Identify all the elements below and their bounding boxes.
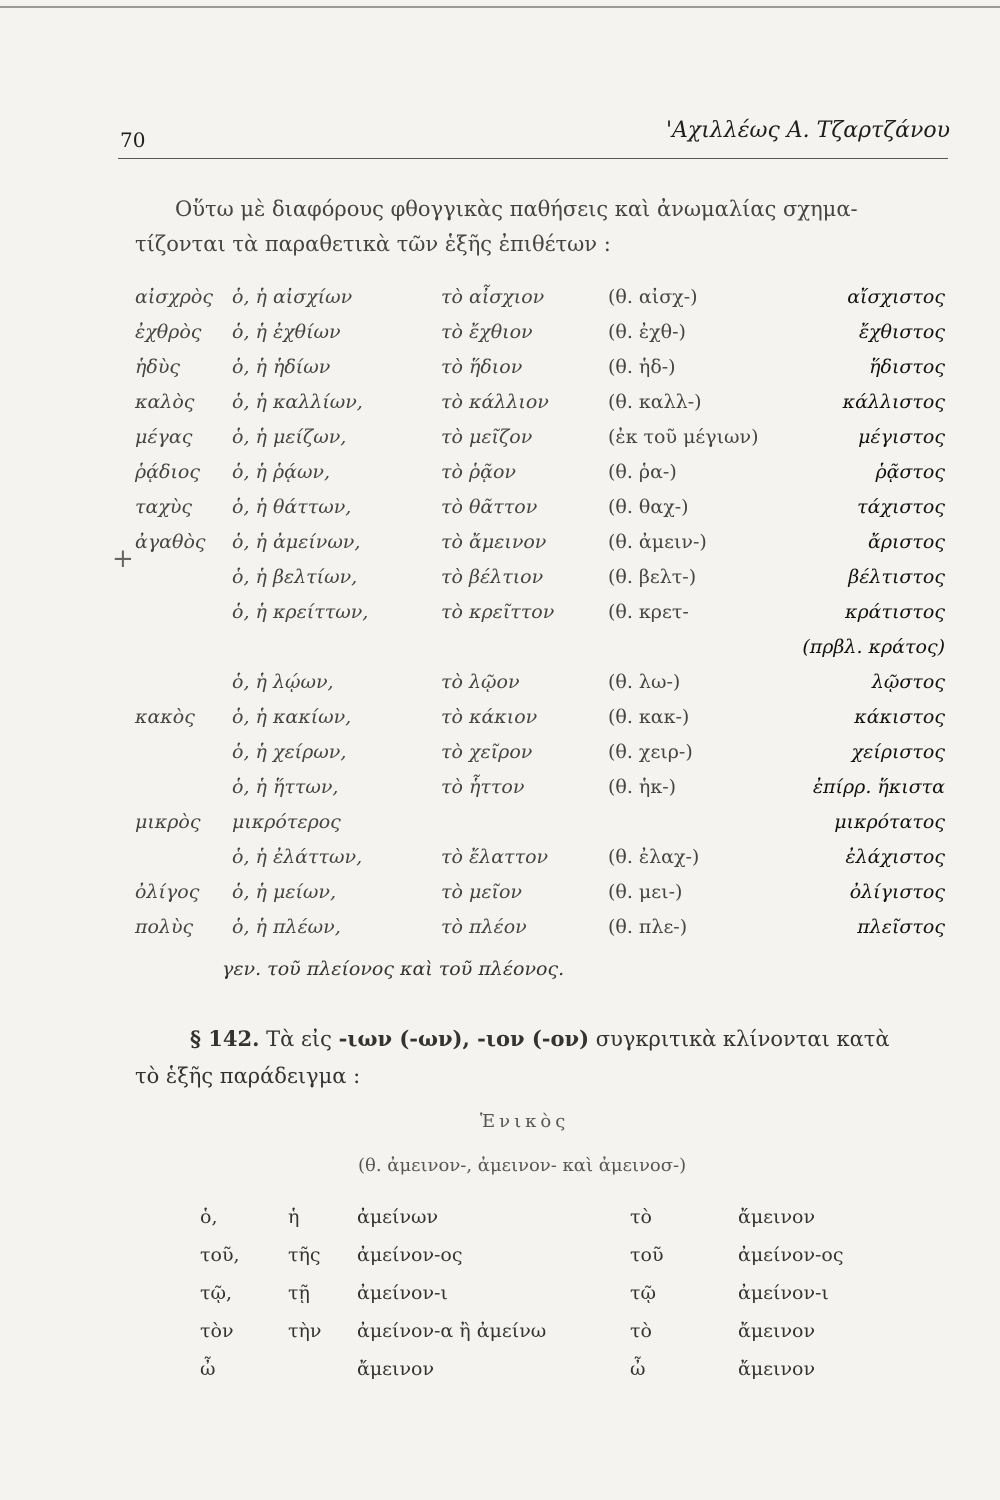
intro-line-2: τίζονται τὰ παραθετικὰ τῶν ἑξῆς ἐπιθέτων : (135, 232, 611, 256)
cell-superlative: ἥδιστος (869, 356, 945, 378)
comparison-row (135, 706, 965, 741)
cell-superlative: λῷστος (871, 671, 945, 693)
section-text-a: Τὰ εἰς (266, 1027, 332, 1051)
comparison-row (135, 356, 965, 391)
decl-cell-art: τοῦ (630, 1244, 664, 1266)
comparison-row (135, 496, 965, 531)
decl-cell-art: τὸ (630, 1206, 652, 1228)
comparison-row (135, 601, 965, 636)
cell-comparative: ὁ, ἡ θάττων, (232, 496, 352, 518)
cell-stem: (θ. χειρ-) (608, 741, 693, 763)
cell-positive: ῥᾴδιος (135, 461, 200, 483)
comparison-table (135, 286, 965, 951)
decl-cell-f: τὴν (288, 1320, 322, 1342)
comparison-row (135, 846, 965, 881)
cell-stem: (θ. αἰσχ-) (608, 286, 698, 308)
handwritten-margin-cross: + (112, 544, 134, 574)
decl-cell-n: ἄμεινον (738, 1206, 816, 1228)
cell-positive: πολὺς (135, 916, 194, 938)
decl-cell-mf: ἀμείνον-α ἢ ἀμείνω (357, 1320, 547, 1342)
comparison-row (135, 881, 965, 916)
cell-comparative: ὁ, ἡ ἀμείνων, (232, 531, 361, 553)
decl-cell-n: ἄμεινον (738, 1358, 816, 1380)
comparison-row (135, 811, 965, 846)
cell-superlative: (πρβλ. κράτος) (802, 636, 945, 658)
genitive-note: γεν. τοῦ πλείονος καὶ τοῦ πλέονος. (222, 958, 565, 980)
cell-positive: ἐχθρὸς (135, 321, 202, 343)
intro-line-1: Οὕτω μὲ διαφόρους φθογγικὰς παθήσεις καὶ ἀνωμαλίας σχημα- (175, 197, 858, 221)
cell-superlative: ῥᾷστος (875, 461, 945, 483)
cell-superlative: μικρότατος (834, 811, 945, 833)
decl-cell-f: ἡ (288, 1206, 300, 1228)
cell-stem: (θ. ἡκ-) (608, 776, 677, 798)
decl-cell-art: τῷ (630, 1282, 657, 1304)
cell-comparative: ὁ, ἡ καλλίων, (232, 391, 363, 413)
declension-row (200, 1206, 920, 1244)
cell-neuter: τὸ ἄμεινον (441, 531, 547, 553)
cell-comparative: ὁ, ἡ βελτίων, (232, 566, 358, 588)
comparison-row (135, 391, 965, 426)
top-edge-line (0, 6, 1000, 8)
cell-neuter: τὸ μεῖζον (441, 426, 533, 448)
running-title: 'Αχιλλέως Α. Τζαρτζάνου (665, 118, 950, 143)
comparison-row (135, 741, 965, 776)
cell-superlative: κάλλιστος (842, 391, 945, 413)
intro-paragraph (135, 192, 955, 262)
cell-superlative: ἔχθιστος (858, 321, 945, 343)
paradigm-stems-note: (θ. ἀμεινον-, ἀμεινον- καὶ ἀμεινοσ-) (358, 1155, 687, 1176)
cell-superlative: πλεῖστος (857, 916, 945, 938)
cell-neuter: τὸ μεῖον (441, 881, 522, 903)
cell-stem: (θ. λω-) (608, 671, 681, 693)
cell-neuter: τὸ βέλτιον (441, 566, 544, 588)
cell-comparative: ὁ, ἡ χείρων, (232, 741, 347, 763)
declension-row (200, 1320, 920, 1358)
cell-neuter: τὸ ῥᾷον (441, 461, 516, 483)
paradigm-heading: Ἑνικὸς (480, 1111, 570, 1132)
cell-superlative: ἐλάχιστος (845, 846, 945, 868)
section-line-1 (135, 1020, 965, 1058)
comparison-row (135, 671, 965, 706)
cell-comparative: ὁ, ἡ ἥττων, (232, 776, 339, 798)
decl-cell-mf: ἀμείνων (357, 1206, 439, 1228)
cell-superlative: χείριστος (851, 741, 945, 763)
cell-superlative: τάχιστος (857, 496, 945, 518)
cell-positive: ὀλίγος (135, 881, 200, 903)
section-line-2: τὸ ἑξῆς παράδειγμα : (135, 1064, 361, 1088)
header-rule (118, 158, 948, 159)
cell-neuter: τὸ κάλλιον (441, 391, 549, 413)
cell-positive: ταχὺς (135, 496, 193, 518)
cell-comparative: ὁ, ἡ ἡδίων (232, 356, 331, 378)
cell-superlative: ὀλίγιστος (849, 881, 945, 903)
comparison-row (135, 321, 965, 356)
cell-comparative: μικρότερος (232, 811, 341, 833)
section-text-b: συγκριτικὰ κλίνονται κατὰ (595, 1027, 890, 1051)
cell-superlative: ἄριστος (867, 531, 945, 553)
decl-cell-n: ἀμείνον-ος (738, 1244, 844, 1266)
decl-cell-mf: ἀμείνον-ι (357, 1282, 448, 1304)
declension-row (200, 1358, 920, 1396)
cell-stem: (θ. μει-) (608, 881, 683, 903)
cell-positive: ἀγαθὸς (135, 531, 206, 553)
cell-neuter: τὸ θᾶττον (441, 496, 538, 518)
cell-positive: αἰσχρὸς (135, 286, 214, 308)
comparison-row (135, 531, 965, 566)
cell-positive: μέγας (135, 426, 193, 448)
comparison-row (135, 286, 965, 321)
declension-table (200, 1206, 920, 1396)
cell-neuter: τὸ λῷον (441, 671, 520, 693)
decl-cell-m: τοῦ, (200, 1244, 240, 1266)
decl-cell-art: τὸ (630, 1320, 652, 1342)
cell-comparative: ὁ, ἡ μείων, (232, 881, 337, 903)
comparison-row (135, 461, 965, 496)
comparison-row (135, 426, 965, 461)
cell-comparative: ὁ, ἡ πλέων, (232, 916, 341, 938)
cell-neuter: τὸ χεῖρον (441, 741, 533, 763)
decl-cell-f: τῆς (288, 1244, 321, 1266)
declension-row (200, 1244, 920, 1282)
cell-comparative: ὁ, ἡ ἐχθίων (232, 321, 341, 343)
decl-cell-m: τῷ, (200, 1282, 233, 1304)
cell-stem: (θ. ἐχθ-) (608, 321, 686, 343)
cell-comparative: ὁ, ἡ ἐλάττων, (232, 846, 363, 868)
cell-positive: κακὸς (135, 706, 195, 728)
section-142 (135, 1020, 965, 1095)
cell-stem: (θ. πλε-) (608, 916, 688, 938)
cell-positive: μικρὸς (135, 811, 201, 833)
comparison-row (135, 916, 965, 951)
decl-cell-n: ἄμεινον (738, 1320, 816, 1342)
cell-superlative: κάκιστος (854, 706, 945, 728)
cell-superlative: ἐπίρρ. ἥκιστα (812, 776, 945, 798)
cell-stem: (θ. θαχ-) (608, 496, 689, 518)
cell-stem: (θ. ἀμειν-) (608, 531, 707, 553)
decl-cell-n: ἀμείνον-ι (738, 1282, 829, 1304)
cell-superlative: αἴσχιστος (847, 286, 945, 308)
cell-positive: καλὸς (135, 391, 195, 413)
cell-stem: (θ. βελτ-) (608, 566, 697, 588)
decl-cell-mf: ἄμεινον (357, 1358, 435, 1380)
cell-superlative: βέλτιστος (848, 566, 945, 588)
comparison-row (135, 776, 965, 811)
cell-superlative: μέγιστος (858, 426, 945, 448)
cell-comparative: ὁ, ἡ ῥᾴων, (232, 461, 331, 483)
decl-cell-m: ὁ, (200, 1206, 218, 1228)
page-number: 70 (120, 128, 146, 152)
cell-comparative: ὁ, ἡ λῴων, (232, 671, 334, 693)
cell-stem: (ἐκ τοῦ μέγιων) (608, 426, 759, 448)
cell-comparative: ὁ, ἡ κακίων, (232, 706, 352, 728)
declension-row (200, 1282, 920, 1320)
comparison-row (135, 636, 965, 671)
decl-cell-m: τὸν (200, 1320, 234, 1342)
decl-cell-art: ὦ (630, 1358, 646, 1380)
cell-neuter: τὸ ἧττον (441, 776, 525, 798)
cell-neuter: τὸ ἔχθιον (441, 321, 533, 343)
cell-positive: ἡδὺς (135, 356, 181, 378)
cell-comparative: ὁ, ἡ μείζων, (232, 426, 347, 448)
cell-comparative: ὁ, ἡ κρείττων, (232, 601, 369, 623)
cell-stem: (θ. ἐλαχ-) (608, 846, 700, 868)
decl-cell-mf: ἀμείνον-ος (357, 1244, 463, 1266)
cell-comparative: ὁ, ἡ αἰσχίων (232, 286, 353, 308)
cell-superlative: κράτιστος (845, 601, 945, 623)
cell-neuter: τὸ αἶσχιον (441, 286, 545, 308)
cell-neuter: τὸ πλέον (441, 916, 527, 938)
decl-cell-f: τῇ (288, 1282, 310, 1304)
cell-neuter: τὸ ἔλαττον (441, 846, 549, 868)
cell-neuter: τὸ ἥδιον (441, 356, 523, 378)
section-number: § 142. (190, 1026, 260, 1051)
cell-stem: (θ. ἡδ-) (608, 356, 676, 378)
cell-neuter: τὸ κάκιον (441, 706, 538, 728)
cell-stem: (θ. καλλ-) (608, 391, 702, 413)
cell-stem: (θ. κακ-) (608, 706, 690, 728)
cell-stem: (θ. κρετ- (608, 601, 689, 623)
section-bold-endings: -ιων (-ων), -ιον (-ον) (338, 1026, 590, 1051)
cell-stem: (θ. ῥα-) (608, 461, 677, 483)
comparison-row (135, 566, 965, 601)
decl-cell-m: ὦ (200, 1358, 216, 1380)
cell-neuter: τὸ κρεῖττον (441, 601, 555, 623)
